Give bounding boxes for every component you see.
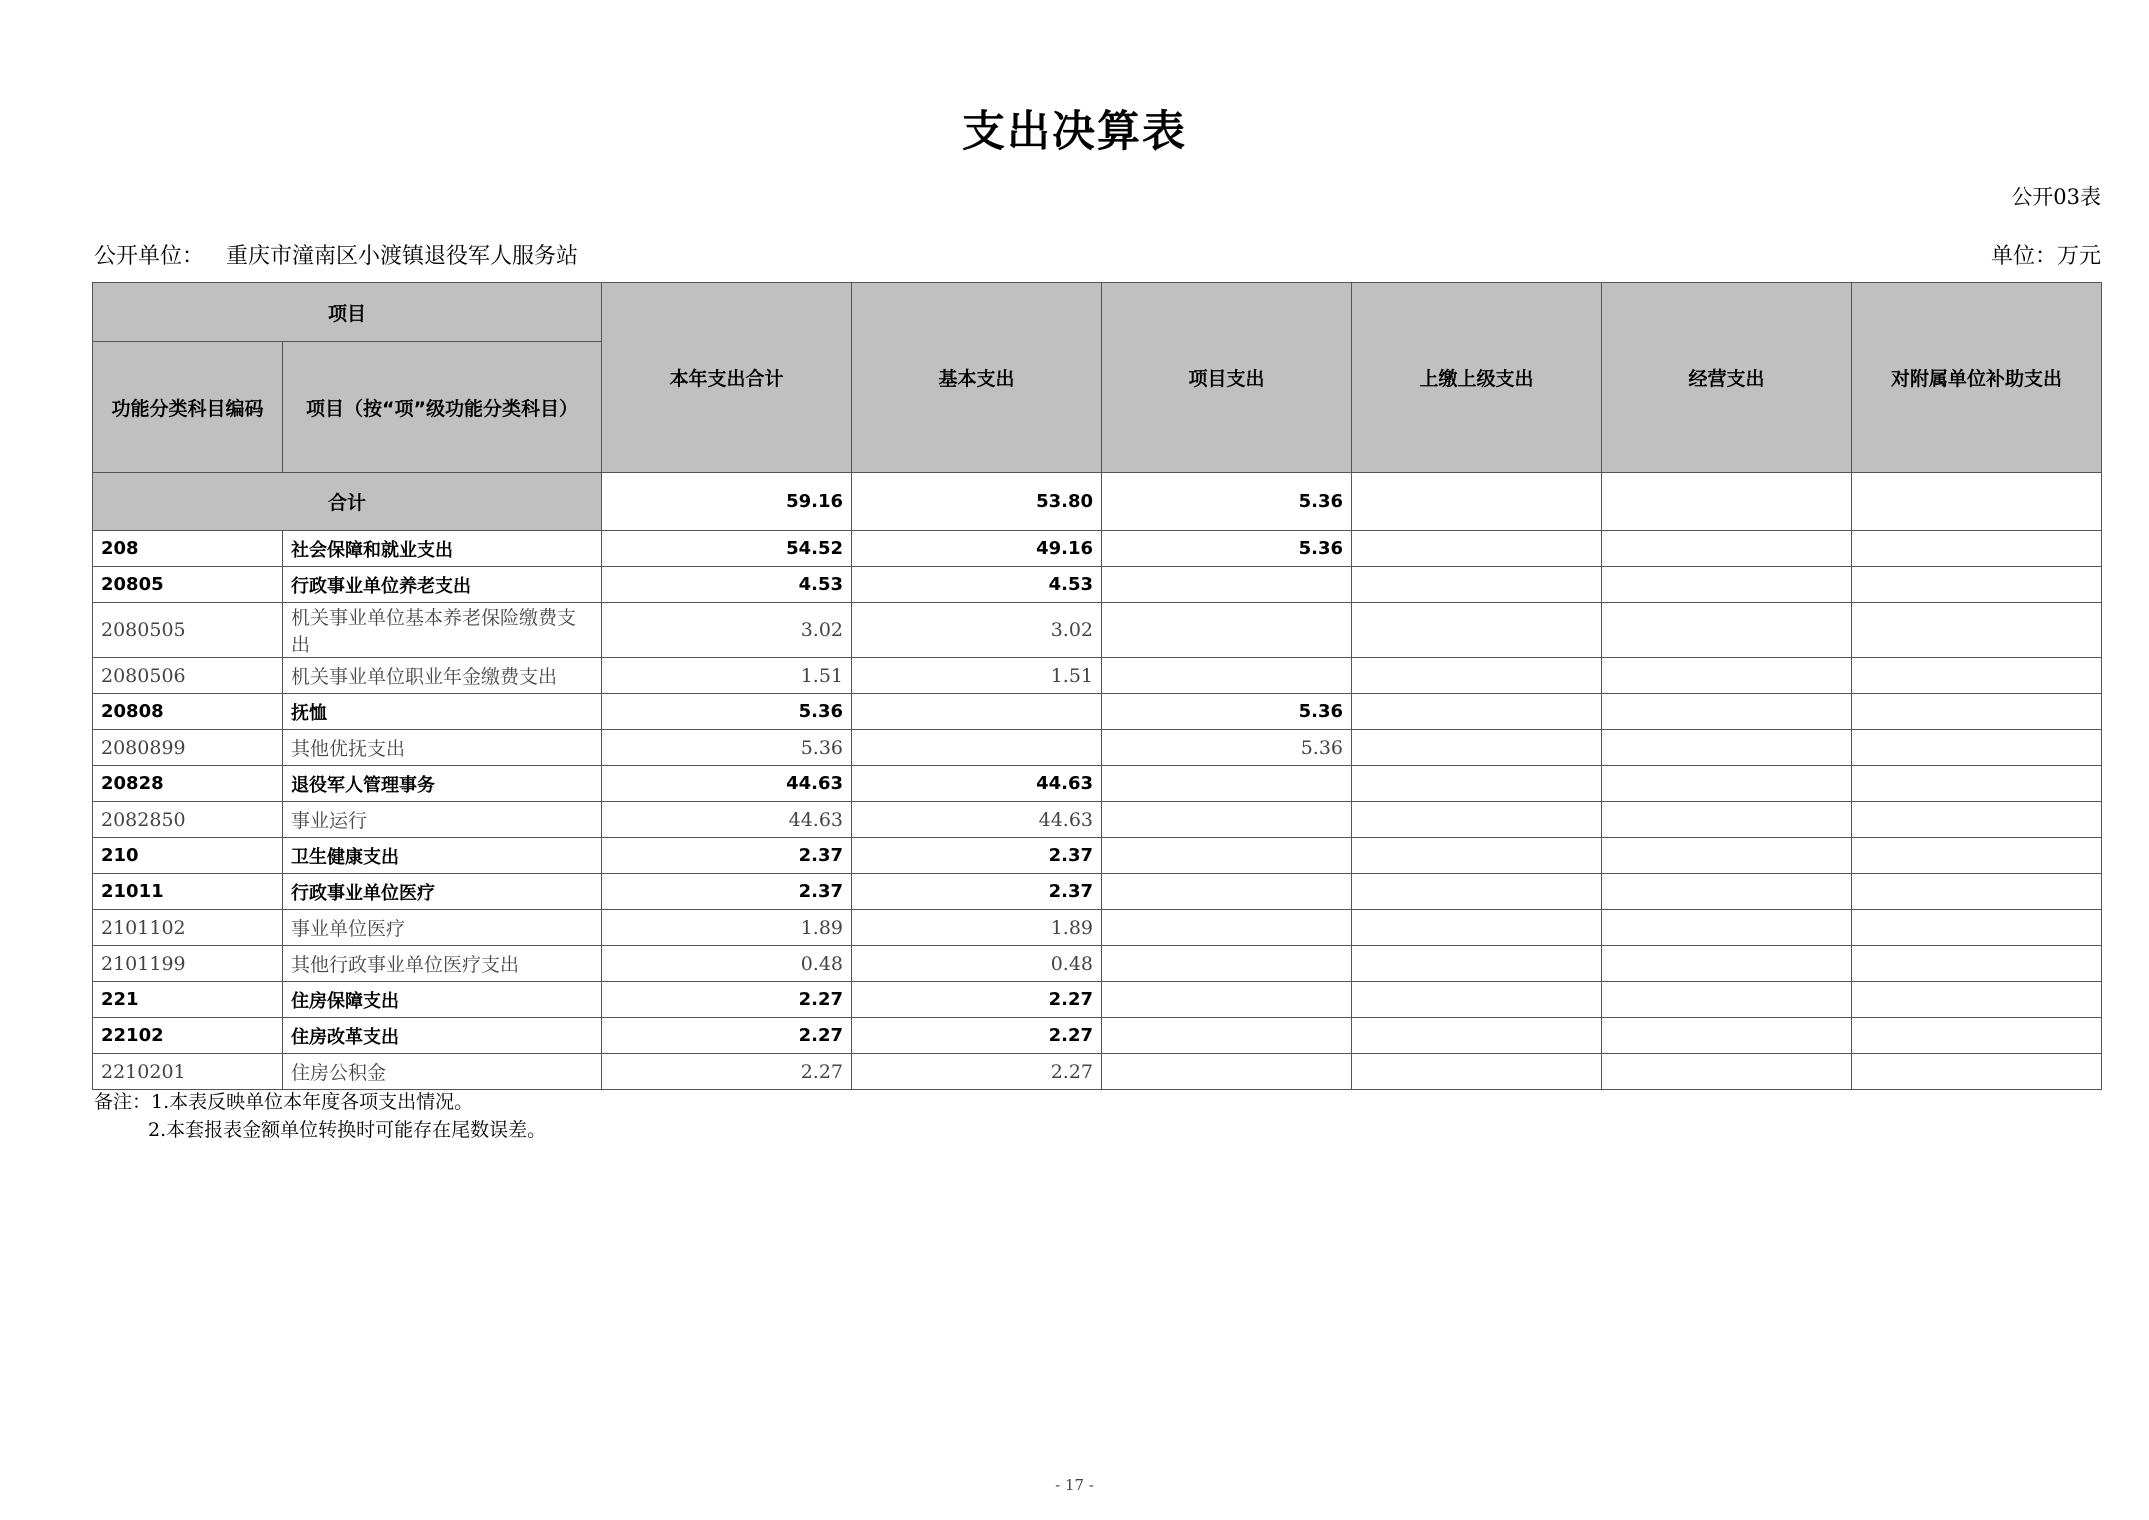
- row-code: 2082850: [93, 802, 283, 838]
- row-name: 住房公积金: [283, 1054, 602, 1090]
- row-name: 退役军人管理事务: [283, 766, 602, 802]
- row-value: [1352, 730, 1602, 766]
- row-value: [1352, 946, 1602, 982]
- row-value: [1102, 567, 1352, 603]
- row-name: 事业单位医疗: [283, 910, 602, 946]
- row-value: [1102, 603, 1352, 658]
- row-value: 2.27: [602, 1018, 852, 1054]
- total-cell: 59.16: [602, 473, 852, 531]
- row-value: 5.36: [602, 694, 852, 730]
- form-code: 公开03表: [2011, 185, 2101, 209]
- group-header: 项目: [93, 283, 602, 342]
- row-name: 机关事业单位基本养老保险缴费支出: [283, 603, 602, 658]
- row-value: 1.51: [602, 658, 852, 694]
- row-value: 2.37: [852, 838, 1102, 874]
- row-value: [1352, 1018, 1602, 1054]
- row-value: 3.02: [602, 603, 852, 658]
- table-row: [93, 802, 2102, 838]
- table-row: [93, 766, 2102, 802]
- row-value: [852, 730, 1102, 766]
- table-row: [93, 946, 2102, 982]
- row-value: 2.27: [602, 1054, 852, 1090]
- row-value: [1602, 730, 1852, 766]
- row-value: [1602, 567, 1852, 603]
- note-line: 备注：1.本表反映单位本年度各项支出情况。: [94, 1091, 474, 1113]
- row-value: [1602, 838, 1852, 874]
- row-value: [1852, 658, 2102, 694]
- row-value: [1602, 802, 1852, 838]
- row-name: 住房改革支出: [283, 1018, 602, 1054]
- money-unit: 单位：万元: [1990, 244, 2101, 269]
- row-value: [1352, 1054, 1602, 1090]
- row-value: [1602, 910, 1852, 946]
- row-value: [1602, 874, 1852, 910]
- row-value: [1602, 694, 1852, 730]
- row-value: 49.16: [852, 531, 1102, 567]
- row-name: 其他行政事业单位医疗支出: [283, 946, 602, 982]
- row-code: 22102: [93, 1018, 283, 1054]
- page-number: - 17 -: [1055, 1476, 1094, 1494]
- row-value: 44.63: [602, 766, 852, 802]
- row-value: 2.27: [602, 982, 852, 1018]
- row-value: 44.63: [852, 766, 1102, 802]
- row-value: [1352, 694, 1602, 730]
- row-value: [1852, 730, 2102, 766]
- row-name: 机关事业单位职业年金缴费支出: [283, 658, 602, 694]
- row-name: 其他优抚支出: [283, 730, 602, 766]
- row-value: [1852, 531, 2102, 567]
- row-value: 4.53: [602, 567, 852, 603]
- row-value: [1852, 874, 2102, 910]
- row-value: [1852, 910, 2102, 946]
- row-name: 抚恤: [283, 694, 602, 730]
- row-code: 2080505: [93, 603, 283, 658]
- unit-label: 公开单位：: [94, 244, 205, 269]
- row-value: 3.02: [852, 603, 1102, 658]
- row-name: 行政事业单位养老支出: [283, 567, 602, 603]
- row-value: 2.37: [852, 874, 1102, 910]
- row-value: [1852, 1054, 2102, 1090]
- row-value: 5.36: [1102, 730, 1352, 766]
- table-row: [93, 1018, 2102, 1054]
- column-header-total: 本年支出合计: [602, 283, 852, 473]
- row-value: 5.36: [1102, 694, 1352, 730]
- row-code: 2101102: [93, 910, 283, 946]
- row-value: [1352, 802, 1602, 838]
- row-name: 事业运行: [283, 802, 602, 838]
- row-value: 1.89: [602, 910, 852, 946]
- row-value: [1102, 874, 1352, 910]
- row-name: 卫生健康支出: [283, 838, 602, 874]
- column-header-code: 功能分类科目编码: [93, 342, 283, 473]
- row-value: 0.48: [852, 946, 1102, 982]
- table-row: [93, 658, 2102, 694]
- column-header-operating: 经营支出: [1602, 283, 1852, 473]
- row-value: [1852, 802, 2102, 838]
- row-value: [1102, 658, 1352, 694]
- row-value: [1352, 838, 1602, 874]
- column-header-basic: 基本支出: [852, 283, 1102, 473]
- row-value: [1602, 1018, 1852, 1054]
- row-code: 2080899: [93, 730, 283, 766]
- row-value: [1102, 802, 1352, 838]
- row-code: 208: [93, 531, 283, 567]
- notes: [94, 1088, 546, 1144]
- row-value: [1852, 694, 2102, 730]
- table-row: [93, 567, 2102, 603]
- row-value: [1102, 766, 1352, 802]
- total-cell: [1852, 473, 2102, 531]
- row-value: [1352, 567, 1602, 603]
- unit-name: 重庆市潼南区小渡镇退役军人服务站: [226, 244, 579, 269]
- row-value: [1352, 603, 1602, 658]
- row-value: 44.63: [852, 802, 1102, 838]
- row-name: 行政事业单位医疗: [283, 874, 602, 910]
- column-header-subsidy: 对附属单位补助支出: [1852, 283, 2102, 473]
- row-code: 20808: [93, 694, 283, 730]
- table-row: [93, 1054, 2102, 1090]
- row-code: 20828: [93, 766, 283, 802]
- reporting-unit: [94, 239, 578, 270]
- table-row: [93, 603, 2102, 658]
- table-row: [93, 874, 2102, 910]
- page-title: 支出决算表: [962, 107, 1187, 157]
- row-value: [1352, 982, 1602, 1018]
- row-value: [1352, 874, 1602, 910]
- row-value: [1102, 982, 1352, 1018]
- row-value: [1102, 910, 1352, 946]
- row-code: 2210201: [93, 1054, 283, 1090]
- row-value: 1.51: [852, 658, 1102, 694]
- row-value: [1602, 1054, 1852, 1090]
- total-cell: [1602, 473, 1852, 531]
- row-value: [1102, 838, 1352, 874]
- row-value: [852, 694, 1102, 730]
- row-value: 0.48: [602, 946, 852, 982]
- row-value: [1602, 658, 1852, 694]
- row-value: 2.27: [852, 982, 1102, 1018]
- column-header-name: 项目（按“项”级功能分类科目）: [283, 342, 602, 473]
- row-value: [1602, 531, 1852, 567]
- row-value: 2.27: [852, 1018, 1102, 1054]
- row-name: 社会保障和就业支出: [283, 531, 602, 567]
- row-value: [1602, 603, 1852, 658]
- row-value: 4.53: [852, 567, 1102, 603]
- row-value: [1602, 766, 1852, 802]
- row-value: 2.37: [602, 874, 852, 910]
- row-value: [1852, 982, 2102, 1018]
- row-value: [1602, 982, 1852, 1018]
- row-value: [1102, 1054, 1352, 1090]
- row-value: 44.63: [602, 802, 852, 838]
- total-cell: 53.80: [852, 473, 1102, 531]
- row-value: 5.36: [602, 730, 852, 766]
- total-row: [93, 473, 2102, 531]
- row-code: 2101199: [93, 946, 283, 982]
- row-value: 54.52: [602, 531, 852, 567]
- row-value: 1.89: [852, 910, 1102, 946]
- row-name: 住房保障支出: [283, 982, 602, 1018]
- row-value: [1352, 910, 1602, 946]
- row-value: [1852, 567, 2102, 603]
- row-code: 2080506: [93, 658, 283, 694]
- row-value: [1852, 838, 2102, 874]
- total-cell: [1352, 473, 1602, 531]
- total-cell: 5.36: [1102, 473, 1352, 531]
- table-row: [93, 838, 2102, 874]
- row-code: 21011: [93, 874, 283, 910]
- row-code: 210: [93, 838, 283, 874]
- row-value: [1852, 1018, 2102, 1054]
- row-value: [1352, 658, 1602, 694]
- row-value: [1352, 766, 1602, 802]
- row-value: [1852, 766, 2102, 802]
- row-value: 2.37: [602, 838, 852, 874]
- row-value: 5.36: [1102, 531, 1352, 567]
- row-value: [1602, 946, 1852, 982]
- row-value: [1102, 1018, 1352, 1054]
- table-row: [93, 531, 2102, 567]
- total-label: 合计: [93, 473, 602, 531]
- expenditure-table: [92, 282, 2102, 1090]
- row-code: 221: [93, 982, 283, 1018]
- table-row: [93, 694, 2102, 730]
- note-line: 2.本套报表金额单位转换时可能存在尾数误差。: [148, 1119, 547, 1141]
- column-header-project: 项目支出: [1102, 283, 1352, 473]
- row-value: [1102, 946, 1352, 982]
- table-row: [93, 730, 2102, 766]
- table-row: [93, 982, 2102, 1018]
- row-value: [1852, 603, 2102, 658]
- column-header-remit-superior: 上缴上级支出: [1352, 283, 1602, 473]
- row-value: [1852, 946, 2102, 982]
- table-row: [93, 910, 2102, 946]
- row-value: [1352, 531, 1602, 567]
- row-value: 2.27: [852, 1054, 1102, 1090]
- row-code: 20805: [93, 567, 283, 603]
